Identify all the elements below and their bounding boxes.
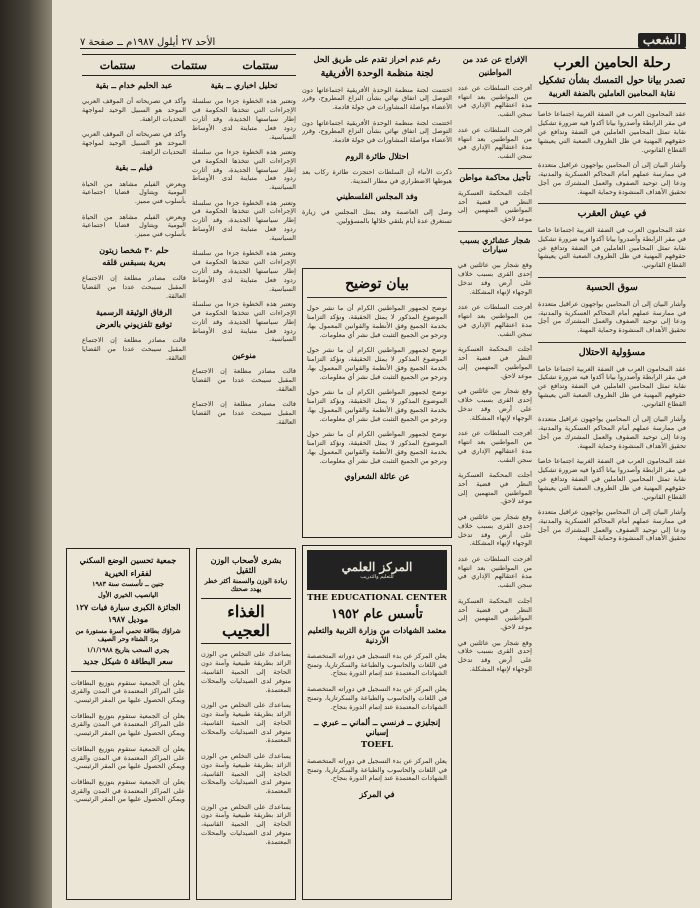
article-text: ويعرض الفيلم مشاهد من الحياة اليومية ويتناول قضايا اجتماعية بأسلوب فني مميز. bbox=[82, 179, 186, 206]
ad-text: يعلن أن الجمعية ستقوم بتوزيع البطاقات على المراكز المعتمدة في المدن والقرى ويمكن الحصول عليها من المقر الرئيسي. bbox=[71, 744, 185, 771]
ad-text: يساعدك على التخلص من الوزن الزائد بطريقة طبيعية وآمنة دون الحاجة إلى الحمية القاسية، متوفر لدى الصيدليات والمحلات المعتمدة. bbox=[201, 701, 291, 745]
headline: بعرية بسبقس قلقه bbox=[102, 257, 166, 268]
headline: في عيش العقرب bbox=[577, 208, 647, 220]
headline: سوق الحسبة bbox=[586, 281, 638, 293]
prize-line: الجائزة الكبرى سيارة فيات ١٢٧ bbox=[75, 601, 181, 612]
article-text: أفرجت السلطات عن عدد من المواطنين بعد انتهاء مدة اعتقالهم الإداري في سجن النقب. bbox=[458, 83, 532, 119]
ad-text: يعلن المركز عن بدء التسجيل في دوراته المتخصصة في اللغات والحاسوب والطباعة والسكرتاريا، وتمنح الشهادات المعتمدة عند إتمام الدورة بنجاح. bbox=[307, 756, 447, 783]
headline: تأجيل محاكمة مواطن bbox=[459, 171, 531, 182]
headline: لجنة منظمة الوحدة الأفريقية bbox=[320, 67, 434, 79]
languages-line: إنجليزي ــ فرنسي ــ ألماني ــ عبري ــ إسباني bbox=[313, 716, 441, 737]
statement-signature: عن عائلة الشعراوي bbox=[344, 471, 410, 482]
headline: منوعين bbox=[231, 349, 257, 360]
article-text: وقع شجار بين عائلتين في إحدى القرى بسبب خلاف على أرض وقد تدخل الوجهاء لإنهاء المشكلة. bbox=[458, 387, 532, 422]
article-text: وأكد في تصريحاته أن الموقف العربي الموحد هو السبيل الوحيد لمواجهة التحديات الراهنة. bbox=[82, 97, 186, 123]
headline: وفد المجلس الفلسطيني bbox=[336, 191, 418, 202]
date-line: الأحد ٢٧ أيلول ١٩٨٧م ــ صفحة ٧ bbox=[80, 37, 216, 48]
founded-line: تأسس عام ١٩٥٢ bbox=[331, 607, 423, 622]
article-text: قالت مصادر مطلعة إن الاجتماع المقبل سيبحث عددا من القضايا العالقة. bbox=[82, 274, 186, 301]
column-center-top bbox=[302, 52, 452, 264]
ad-text: يساعدك على التخلص من الوزن الزائد بطريقة طبيعية وآمنة دون الحاجة إلى الحمية القاسية، متوفر لدى الصيدليات والمحلات المعتمدة. bbox=[201, 802, 291, 846]
article-text: أفرجت السلطات عن عدد من المواطنين بعد انتهاء مدة اعتقالهم الإداري في سجن النقب. bbox=[458, 303, 532, 338]
article-text: أجلت المحكمة العسكرية النظر في قضية أحد المواطنين المتهمين إلى موعد لاحق. bbox=[458, 596, 532, 632]
charity-lottery-ad bbox=[66, 548, 190, 900]
draw-date: يجري السحب بتاريخ ١/١/١٩٨٨ bbox=[86, 645, 170, 654]
headline: رغم عدم احراز تقدم على طريق الحل bbox=[313, 54, 441, 64]
article-text: عقد المحامون العرب في الضفة الغربية اجتماعا خاصا في مقر الرابطة وأصدروا بيانا أكدوا فيه ضرورة تشكيل نقابة تمثل المحامين العاملين في الضفة وتدافع عن حقوقهم المهنية في ظل الظروف الصعبة التي يعيشها القطاع القانوني. bbox=[538, 226, 686, 270]
divider bbox=[538, 342, 686, 343]
headline: مسؤولية الاحتلال bbox=[578, 346, 646, 358]
ticket-price: سعر البطاقة ٥ شيكل جديد bbox=[83, 656, 173, 667]
divider bbox=[71, 671, 185, 672]
column-right bbox=[538, 52, 686, 902]
article-text: وصل إلى العاصمة وفد يمثل المجلس في زيارة تستغرق عدة أيام يلتقي خلالها بالمسؤولين. bbox=[302, 208, 452, 226]
headline: عبد الحليم خدام ــ بقية bbox=[95, 80, 173, 90]
statement-text: نوضح لجمهور المواطنين الكرام أن ما نشر حول الموضوع المذكور لا يمثل الحقيقة، ونؤكد التزامنا بخدمة الجميع وفق الأنظمة والقوانين المعمول بها، ونرجو من الجميع التثبت قبل نشر أي معلومات. bbox=[307, 388, 447, 423]
page-header bbox=[80, 32, 686, 49]
headline: المواطنين bbox=[478, 66, 512, 77]
ad-product-name: الغذاء العجيب bbox=[201, 598, 291, 644]
article-text: وتعتبر هذه الخطوة جزءا من سلسلة الإجراءات التي تتخذها الحكومة في إطار سياستها الجديدة، وقد أثارت ردود فعل متباينة لدى الأوساط السياسية. bbox=[192, 198, 296, 242]
center-name-english: THE EDUCATIONAL CENTER bbox=[307, 593, 447, 603]
statement-title: بيان توضيح bbox=[345, 276, 409, 292]
article-text: ذكرت الأنباء أن السلطات احتجزت طائرة ركاب بعد هبوطها الاضطراري في مطار المدينة. bbox=[302, 167, 452, 185]
ad-line: اليانصيب الخيري الأول bbox=[97, 590, 159, 599]
headline: تحليل اخباري ــ بقية bbox=[210, 80, 278, 90]
headline: نقابة المحامين العاملين بالضفة الغربية bbox=[548, 88, 676, 99]
article-text: أجلت المحكمة العسكرية النظر في قضية أحد المواطنين المتهمين إلى موعد لاحق. bbox=[458, 471, 532, 506]
article-text: وأشار البيان إلى أن المحامين يواجهون عراقيل متعددة في ممارسة عملهم أمام المحاكم العسكرية والمدنية، ودعا إلى توحيد الصفوف والعمل المشترك من أجل تحقيق الأهداف المنشودة وحماية المهنة. bbox=[538, 415, 686, 450]
educational-center-logo: المركز العلمي للتعليم والتدريب bbox=[307, 550, 447, 590]
ad-footer: في المركز bbox=[359, 788, 395, 799]
newspaper-logo: الشعب bbox=[638, 33, 686, 48]
ad-headline: لفقراء الخيرية bbox=[104, 567, 152, 578]
article-text: قالت مصادر مطلعة إن الاجتماع المقبل سيبحث عددا من القضايا العالقة. bbox=[192, 367, 296, 393]
headline: فيلم ــ بقية bbox=[115, 162, 153, 173]
diet-food-ad bbox=[196, 548, 296, 900]
divider bbox=[538, 103, 686, 104]
article-text: قالت مصادر مطلعة إن الاجتماع المقبل سيبحث عددا من القضايا العالقة. bbox=[82, 336, 186, 362]
column-left bbox=[82, 78, 296, 543]
article-text: وتعتبر هذه الخطوة جزءا من سلسلة الإجراءات التي تتخذها الحكومة في إطار سياستها الجديدة، وقد أثارت ردود فعل متباينة لدى الأوساط السياسية. bbox=[192, 300, 296, 344]
ad-text: يعلن أن الجمعية ستقوم بتوزيع البطاقات على المراكز المعتمدة في المدن والقرى ويمكن الحصول عليها من المقر الرئيسي. bbox=[71, 711, 185, 738]
divider bbox=[307, 297, 447, 298]
article-text: وأشار البيان إلى أن المحامين يواجهون عراقيل متعددة في ممارسة عملهم أمام المحاكم العسكرية والمدنية، ودعا إلى توحيد الصفوف والعمل المشترك من أجل تحقيق الأهداف المنشودة وحماية المهنة. bbox=[538, 161, 686, 196]
article-text: وأكد في تصريحاته أن الموقف العربي الموحد هو السبيل الوحيد لمواجهة التحديات الراهنة. bbox=[82, 130, 186, 156]
ad-text: يساعدك على التخلص من الوزن الزائد بطريقة طبيعية وآمنة دون الحاجة إلى الحمية القاسية، متوفر لدى الصيدليات والمحلات المعتمدة. bbox=[201, 650, 291, 694]
article-text: وتعتبر هذه الخطوة جزءا من سلسلة الإجراءات التي تتخذها الحكومة في إطار سياستها الجديدة، وقد أثارت ردود فعل متباينة لدى الأوساط السياسية. bbox=[192, 249, 296, 293]
article-text: ويعرض الفيلم مشاهد من الحياة اليومية ويتناول قضايا اجتماعية بأسلوب فني مميز. bbox=[82, 212, 186, 239]
divider bbox=[458, 168, 532, 169]
headline: الإفراج عن عدد من bbox=[462, 54, 528, 64]
book-binding bbox=[0, 0, 52, 908]
article-text: وتعتبر هذه الخطوة جزءا من سلسلة الإجراءات التي تتخذها الحكومة في إطار سياستها الجديدة، وقد أثارت ردود فعل متباينة لدى الأوساط السياسية. bbox=[192, 97, 296, 141]
headline: توقيع تلفزيوني بالعرض bbox=[95, 319, 173, 330]
article-text: اختتمت لجنة منظمة الوحدة الأفريقية اجتماعاتها دون التوصل إلى اتفاق نهائي بشأن النزاع المطروح، وقرر الأعضاء مواصلة المشاورات في جولة قادمة. bbox=[302, 118, 452, 145]
statement-box bbox=[302, 268, 452, 538]
column-narrow bbox=[458, 52, 532, 902]
headline: احتلال طائرة الروم bbox=[345, 150, 409, 161]
statement-text: نوضح لجمهور المواطنين الكرام أن ما نشر حول الموضوع المذكور لا يمثل الحقيقة، ونؤكد التزامنا بخدمة الجميع وفق الأنظمة والقوانين المعمول بها، ونرجو من الجميع التثبت قبل نشر أي معلومات. bbox=[307, 304, 447, 339]
prize-model: موديل ١٩٨٧ bbox=[107, 614, 149, 625]
educational-center-ad bbox=[302, 545, 452, 900]
article-text: أفرجت السلطات عن عدد من المواطنين بعد انتهاء مدة اعتقالهم الإداري في سجن النقب. bbox=[458, 429, 532, 464]
headline: شجار عشائري بسبب سيارات bbox=[459, 234, 531, 255]
article-text: عقد المحامون العرب في الضفة الغربية اجتماعا خاصا في مقر الرابطة وأصدروا بيانا أكدوا فيه ضرورة تشكيل نقابة تمثل المحامين العاملين في الضفة وتدافع عن حقوقهم المهنية في ظل الظروف الصعبة التي يعيشها القطاع القانوني. bbox=[538, 457, 686, 501]
headline: رحلة الحامين العرب bbox=[553, 55, 671, 71]
ad-subheadline: زيادة الوزن والسمنة أكثر خطر يهدد صحتك bbox=[204, 577, 288, 593]
toefl-label: TOEFL bbox=[360, 740, 394, 751]
headline: تصدر بيانا حول التمسك بشأن تشكيل bbox=[538, 74, 686, 86]
article-text: أفرجت السلطات عن عدد من المواطنين بعد انتهاء مدة اعتقالهم الإداري في سجن النقب. bbox=[458, 554, 532, 590]
accreditation-line: معتمد الشهادات من وزارة التربية والتعليم الأردنية bbox=[307, 625, 447, 645]
article-text: أجلت المحكمة العسكرية النظر في قضية أحد المواطنين المتهمين إلى موعد لاحق. bbox=[458, 345, 532, 380]
continuations-banner: ستتمات ستتمات ستتمات bbox=[82, 54, 296, 76]
article-text: قالت مصادر مطلعة إن الاجتماع المقبل سيبحث عددا من القضايا العالقة. bbox=[192, 400, 296, 426]
ad-line: شراؤك بطاقة تحمي أسرة مستورة من برد الشتاء وحر الصيف bbox=[75, 626, 181, 643]
article-text: وقع شجار بين عائلتين في إحدى القرى بسبب خلاف على أرض وقد تدخل الوجهاء لإنهاء المشكلة. bbox=[458, 261, 532, 296]
article-text: وتعتبر هذه الخطوة جزءا من سلسلة الإجراءات التي تتخذها الحكومة في إطار سياستها الجديدة، وقد أثارت ردود فعل متباينة لدى الأوساط السياسية. bbox=[192, 147, 296, 192]
ad-headline: جمعية تحسين الوضع السكني bbox=[79, 555, 177, 565]
statement-text: نوضح لجمهور المواطنين الكرام أن ما نشر حول الموضوع المذكور لا يمثل الحقيقة، ونؤكد التزامنا بخدمة الجميع وفق الأنظمة والقوانين المعمول بها، ونرجو من الجميع التثبت قبل نشر أي معلومات. bbox=[307, 430, 447, 465]
ad-text: يعلن المركز عن بدء التسجيل في دوراته المتخصصة في اللغات والحاسوب والطباعة والسكرتاريا، وتمنح الشهادات المعتمدة عند إتمام الدورة بنجاح. bbox=[307, 651, 447, 678]
article-text: أفرجت السلطات عن عدد من المواطنين بعد انتهاء مدة اعتقالهم الإداري في سجن النقب. bbox=[458, 125, 532, 161]
article-text: أجلت المحكمة العسكرية النظر في قضية أحد المواطنين المتهمين إلى موعد لاحق. bbox=[458, 188, 532, 224]
ad-text: يعلن أن الجمعية ستقوم بتوزيع البطاقات على المراكز المعتمدة في المدن والقرى ويمكن الحصول عليها من المقر الرئيسي. bbox=[71, 777, 185, 804]
article-text: اختتمت لجنة منظمة الوحدة الأفريقية اجتماعاتها دون التوصل إلى اتفاق نهائي بشأن النزاع المطروح، وقرر الأعضاء مواصلة المشاورات في جولة قادمة. bbox=[302, 85, 452, 112]
statement-text: نوضح لجمهور المواطنين الكرام أن ما نشر حول الموضوع المذكور لا يمثل الحقيقة، ونؤكد التزامنا بخدمة الجميع وفق الأنظمة والقوانين المعمول بها، ونرجو من الجميع التثبت قبل نشر أي معلومات. bbox=[307, 346, 447, 381]
headline: الرفاق الوثيقة الرسمية bbox=[96, 306, 172, 317]
divider bbox=[538, 277, 686, 278]
divider bbox=[538, 203, 686, 204]
ad-text: يساعدك على التخلص من الوزن الزائد بطريقة طبيعية وآمنة دون الحاجة إلى الحمية القاسية، متوفر لدى الصيدليات والمحلات المعتمدة. bbox=[201, 751, 291, 796]
divider bbox=[458, 231, 532, 232]
article-text: وقع شجار بين عائلتين في إحدى القرى بسبب خلاف على أرض وقد تدخل الوجهاء لإنهاء المشكلة. bbox=[458, 638, 532, 674]
article-text: عقد المحامون العرب في الضفة الغربية اجتماعا خاصا في مقر الرابطة وأصدروا بيانا أكدوا فيه ضرورة تشكيل نقابة تمثل المحامين العاملين في الضفة وتدافع عن حقوقهم المهنية في ظل الظروف الصعبة التي يعيشها القطاع القانوني. bbox=[538, 364, 686, 408]
ad-text: يعلن أن الجمعية ستقوم بتوزيع البطاقات على المراكز المعتمدة في المدن والقرى ويمكن الحصول عليها من المقر الرئيسي. bbox=[71, 678, 185, 705]
headline: حلم ٣٠ شخصا زيتون bbox=[99, 244, 169, 255]
article-text: وأشار البيان إلى أن المحامين يواجهون عراقيل متعددة في ممارسة عملهم أمام المحاكم العسكرية والمدنية، ودعا إلى توحيد الصفوف والعمل المشترك من أجل تحقيق الأهداف المنشودة وحماية المهنة. bbox=[538, 507, 686, 543]
newspaper-page bbox=[52, 0, 700, 908]
article-text: وقع شجار بين عائلتين في إحدى القرى بسبب خلاف على أرض وقد تدخل الوجهاء لإنهاء المشكلة. bbox=[458, 512, 532, 548]
article-text: عقد المحامون العرب في الضفة الغربية اجتماعا خاصا في مقر الرابطة وأصدروا بيانا أكدوا فيه ضرورة تشكيل نقابة تمثل المحامين العاملين في الضفة وتدافع عن حقوقهم المهنية في ظل الظروف الصعبة التي يعيشها القطاع القانوني. bbox=[538, 110, 686, 154]
ad-headline: بشرى لأصحاب الوزن الثقيل bbox=[210, 555, 282, 575]
ad-text: يعلن المركز عن بدء التسجيل في دوراته المتخصصة في اللغات والحاسوب والطباعة والسكرتاريا، وتمنح الشهادات المعتمدة عند إتمام الدورة بنجاح. bbox=[307, 684, 447, 711]
ad-line: جنين ــ تأسست سنة ١٩٨٣ bbox=[91, 580, 165, 589]
article-text: وأشار البيان إلى أن المحامين يواجهون عراقيل متعددة في ممارسة عملهم أمام المحاكم العسكرية والمدنية، ودعا إلى توحيد الصفوف والعمل المشترك من أجل تحقيق الأهداف المنشودة وحماية المهنة. bbox=[538, 299, 686, 335]
